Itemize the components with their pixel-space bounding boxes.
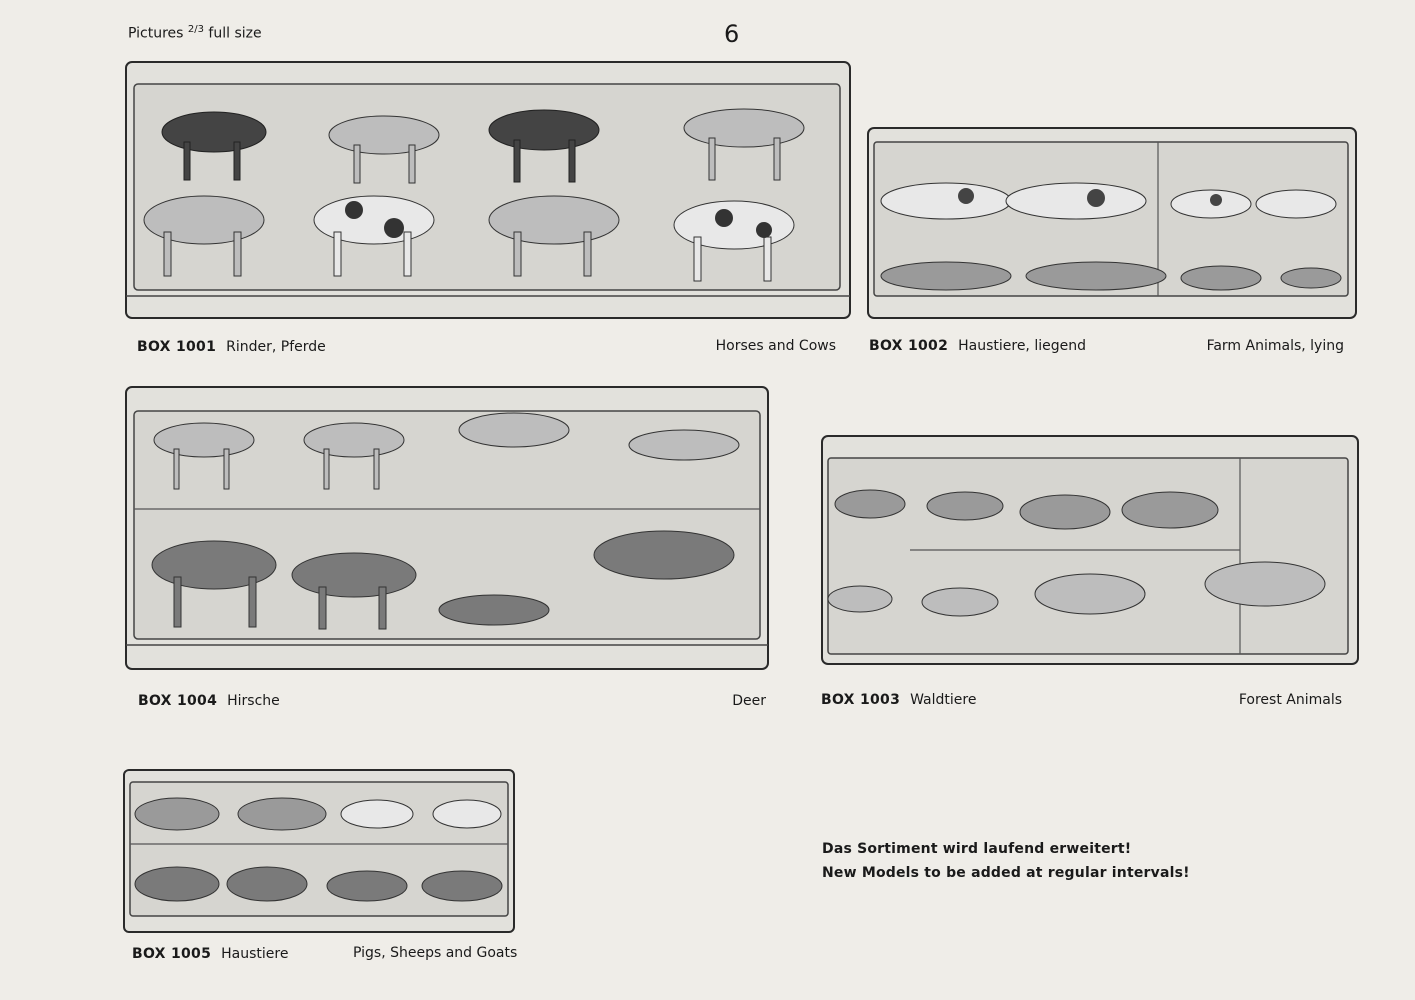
notice-english: New Models to be added at regular intervals!: [822, 865, 1190, 881]
box-label: BOX 1003: [821, 692, 901, 708]
notice-german: Das Sortiment wird laufend erweitert!: [822, 841, 1132, 857]
german-title: Haustiere, liegend: [958, 338, 1086, 354]
header-note: Pictures $^{2/3}$ full size: [128, 24, 262, 42]
box-1001-illustration: [124, 60, 852, 322]
german-title: Waldtiere: [910, 692, 977, 708]
caption-box-1005: [132, 946, 288, 962]
german-title: Haustiere: [221, 946, 289, 962]
english-title-box-1001: Horses and Cows: [715, 338, 836, 354]
box-1002-illustration: [866, 126, 1358, 322]
box-1004-illustration: [124, 385, 770, 673]
box-label: BOX 1002: [869, 338, 949, 354]
box-1005-illustration: [122, 768, 516, 936]
box-label: BOX 1005: [132, 946, 212, 962]
box-1003-illustration: [820, 434, 1360, 670]
caption-box-1003: [821, 692, 976, 708]
caption-box-1001: [137, 339, 326, 355]
english-title-box-1002: Farm Animals, lying: [1206, 338, 1344, 354]
fraction: 2/3: [187, 24, 204, 35]
german-title: Hirsche: [227, 693, 280, 709]
english-title-box-1003: Forest Animals: [1238, 692, 1342, 708]
caption-box-1002: [869, 338, 1086, 354]
box-label: BOX 1001: [137, 339, 217, 355]
box-label: BOX 1004: [138, 693, 218, 709]
english-title-box-1005: Pigs, Sheeps and Goats: [353, 945, 518, 961]
german-title: Rinder, Pferde: [226, 339, 326, 355]
page-number: 6: [724, 20, 740, 48]
caption-box-1004: [138, 693, 280, 709]
english-title-box-1004: Deer: [732, 693, 766, 709]
